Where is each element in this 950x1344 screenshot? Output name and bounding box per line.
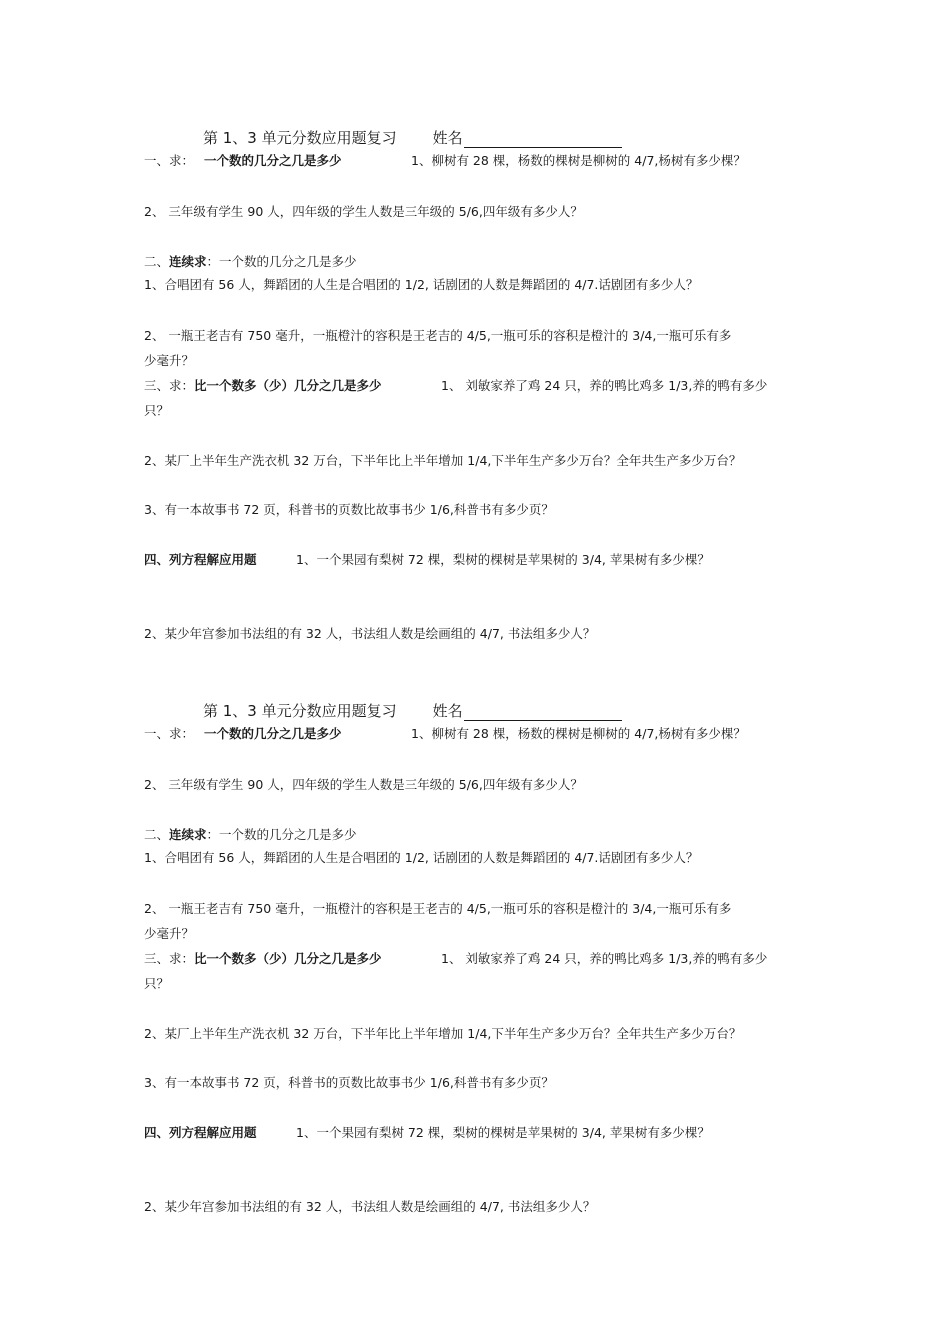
name-label: 姓名	[432, 702, 463, 720]
section-1-heading	[144, 153, 342, 169]
section-3-topic: 比一个数多（少）几分之几是多少	[194, 951, 382, 966]
worksheet-copy-1	[0, 0, 950, 641]
section-2-question-2-line-1: 2、 一瓶王老吉有 750 毫升，一瓶橙汁的容积是王老吉的 4/5,一瓶可乐的容积是橙汁的 3/4,一瓶可乐有多	[144, 328, 732, 343]
worksheet-title: 第 1、3 单元分数应用题复习	[203, 129, 397, 147]
section-3-label: 三、求：	[144, 951, 195, 966]
section-1-topic: 一个数的几分之几是多少	[204, 726, 342, 741]
section-4-heading: 四、列方程解应用题	[144, 552, 257, 567]
section-1-label: 一、求：	[144, 153, 195, 168]
section-1-question-1: 1、柳树有 28 棵，杨数的棵树是柳树的 4/7,杨树有多少棵？	[411, 726, 746, 741]
section-3-label: 三、求：	[144, 378, 195, 393]
worksheet-title: 第 1、3 单元分数应用题复习	[203, 702, 397, 720]
section-1-question-2: 2、 三年级有学生 90 人，四年级的学生人数是三年级的 5/6,四年级有多少人？	[144, 204, 583, 219]
section-3-question-3: 3、有一本故事书 72 页，科普书的页数比故事书少 1/6,科普书有多少页？	[144, 1075, 554, 1090]
section-4-question-1: 1、一个果园有梨树 72 棵，梨树的棵树是苹果树的 3/4, 苹果树有多少棵？	[296, 552, 710, 567]
section-4-question-1: 1、一个果园有梨树 72 棵，梨树的棵树是苹果树的 3/4, 苹果树有多少棵？	[296, 1125, 710, 1140]
section-3-question-1-line-2: 只？	[144, 403, 170, 418]
section-1-topic: 一个数的几分之几是多少	[204, 153, 342, 168]
section-1-question-2: 2、 三年级有学生 90 人，四年级的学生人数是三年级的 5/6,四年级有多少人？	[144, 777, 583, 792]
name-label: 姓名	[432, 129, 463, 147]
section-2-topic: ：一个数的几分之几是多少	[206, 827, 357, 842]
section-4-heading: 四、列方程解应用题	[144, 1125, 257, 1140]
section-4-question-2: 2、某少年宫参加书法组的有 32 人，书法组人数是绘画组的 4/7, 书法组多少人？	[144, 626, 596, 641]
section-3-question-2: 2、某厂上半年生产洗衣机 32 万台，下半年比上半年增加 1/4,下半年生产多少万台？全年共生产多少万台？	[144, 1026, 742, 1041]
section-1-label: 一、求：	[144, 726, 195, 741]
section-2-question-1: 1、合唱团有 56 人，舞蹈团的人生是合唱团的 1/2, 话剧团的人数是舞蹈团的 4/7.话剧团有多少人？	[144, 277, 699, 292]
section-1-question-1: 1、柳树有 28 棵，杨数的棵树是柳树的 4/7,杨树有多少棵？	[411, 153, 746, 168]
section-3-heading	[144, 378, 382, 394]
section-3-heading	[144, 951, 382, 967]
section-3-topic: 比一个数多（少）几分之几是多少	[194, 378, 382, 393]
title-line	[203, 701, 622, 721]
section-2-topic-bold: 连续求	[169, 254, 207, 269]
section-2-question-2-line-2: 少毫升？	[144, 926, 195, 941]
section-2-heading	[144, 827, 357, 843]
section-2-question-2-line-1: 2、 一瓶王老吉有 750 毫升，一瓶橙汁的容积是王老吉的 4/5,一瓶可乐的容积是橙汁的 3/4,一瓶可乐有多	[144, 901, 732, 916]
section-1-heading	[144, 726, 342, 742]
section-2-prefix: 二、	[144, 827, 170, 842]
section-2-prefix: 二、	[144, 254, 170, 269]
section-4-question-2: 2、某少年宫参加书法组的有 32 人，书法组人数是绘画组的 4/7, 书法组多少人？	[144, 1199, 596, 1214]
section-2-topic: ：一个数的几分之几是多少	[206, 254, 357, 269]
section-2-topic-bold: 连续求	[169, 827, 207, 842]
section-3-question-1-line-2: 只？	[144, 976, 170, 991]
title-line	[203, 128, 622, 148]
name-blank	[464, 132, 622, 148]
section-3-question-3: 3、有一本故事书 72 页，科普书的页数比故事书少 1/6,科普书有多少页？	[144, 502, 554, 517]
section-2-question-2-line-2: 少毫升？	[144, 353, 195, 368]
section-3-question-1-line-1: 1、 刘敏家养了鸡 24 只，养的鸭比鸡多 1/3,养的鸭有多少	[441, 951, 768, 966]
name-blank	[464, 705, 622, 721]
worksheet-copy-2	[0, 573, 950, 1214]
section-2-heading	[144, 254, 357, 270]
section-3-question-2: 2、某厂上半年生产洗衣机 32 万台，下半年比上半年增加 1/4,下半年生产多少万台？全年共生产多少万台？	[144, 453, 742, 468]
section-2-question-1: 1、合唱团有 56 人，舞蹈团的人生是合唱团的 1/2, 话剧团的人数是舞蹈团的 4/7.话剧团有多少人？	[144, 850, 699, 865]
section-3-question-1-line-1: 1、 刘敏家养了鸡 24 只，养的鸭比鸡多 1/3,养的鸭有多少	[441, 378, 768, 393]
